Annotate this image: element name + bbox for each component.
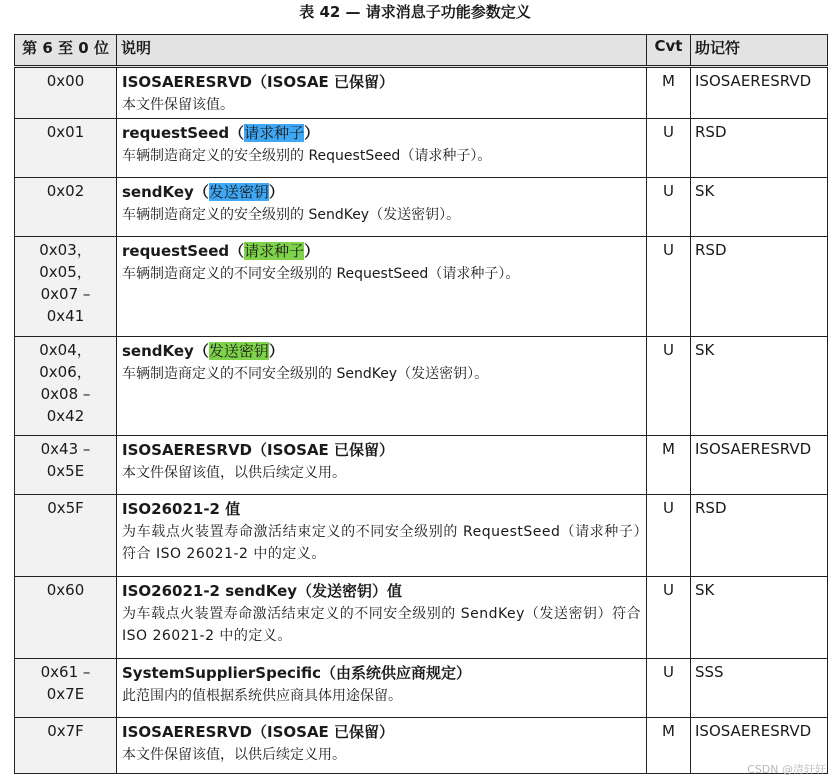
parameter-name-text: ISO26021-2 sendKey（发送密钥）值 [122,582,403,600]
parameter-name [122,497,641,521]
cvt-cell: U [647,119,691,178]
value-cell [15,718,117,774]
mnemonic-cell: RSD [691,119,828,178]
highlighted-text: 发送密钥 [208,342,269,360]
mnemonic-cell: SK [691,337,828,436]
value-line: 0x06， [39,363,92,381]
value-cell [15,178,117,237]
watermark: CSDN @清轩轩 [747,763,826,776]
value-line: 0x04， [39,341,92,359]
description-text: 为车载点火装置寿命激活结束定义的不同安全级别的 SendKey（发送密钥）符合 ISO 26021-2 中的定义。 [122,606,641,644]
parameter-name [122,121,641,145]
value-line: 0x7E [46,685,85,703]
description-text: 为车载点火装置寿命激活结束定义的不同安全级别的 RequestSeed（请求种子）符合 ISO 26021-2 中的定义。 [122,524,641,562]
parameter-name [122,720,641,744]
value-cell [15,237,117,337]
mnemonic-cell: RSD [691,495,828,577]
parameter-name-suffix: ） [268,183,284,201]
description-cell [117,436,647,495]
value-cell [15,337,117,436]
parameter-name [122,180,641,204]
parameter-name-text: SystemSupplierSpecific（由系统供应商规定） [122,664,472,682]
parameter-name-text: sendKey（ [122,183,209,201]
description-text: 车辆制造商定义的安全级别的 RequestSeed（请求种子）。 [122,148,492,164]
table-row [15,237,828,337]
description-text: 车辆制造商定义的不同安全级别的 SendKey（发送密钥）。 [122,366,489,382]
mnemonic-cell: SK [691,577,828,659]
highlighted-text: 请求种子 [244,242,305,260]
value-line: 0x5F [47,499,84,517]
parameter-name-suffix: ） [304,124,320,142]
description-cell [117,659,647,718]
value-line: 0x60 [46,581,85,599]
table-row [15,178,828,237]
cvt-cell: U [647,178,691,237]
description-cell [117,337,647,436]
mnemonic-cell: SSS [691,659,828,718]
header-mnemonic: 助记符 [691,35,828,67]
value-line: 0x41 [46,307,85,325]
header-description: 说明 [117,35,647,67]
description-cell [117,495,647,577]
table-row [15,436,828,495]
parameter-name [122,70,641,94]
parameter-name-text: ISOSAERESRVD（ISOSAE 已保留） [122,73,395,91]
value-line: 0x01 [46,123,85,141]
parameter-name-suffix: ） [268,342,284,360]
description-text: 本文件保留该值，以供后续定义用。 [122,747,346,763]
parameter-name-text: ISO26021-2 值 [122,500,241,518]
table-row [15,718,828,774]
table-header-row [15,35,828,67]
description-text: 本文件保留该值。 [122,97,234,113]
cvt-cell: M [647,436,691,495]
value-line: 0x08 – [40,385,91,403]
parameter-name [122,579,641,603]
value-cell [15,67,117,119]
value-line: 0x5E [46,462,85,480]
header-value: 第 6 至 0 位 [15,35,117,67]
cvt-cell: U [647,237,691,337]
value-line: 0x05， [39,263,92,281]
parameter-name-text: requestSeed（ [122,242,245,260]
description-cell [117,119,647,178]
parameter-name-text: sendKey（ [122,342,209,360]
highlighted-text: 发送密钥 [208,183,269,201]
table-row [15,67,828,119]
mnemonic-cell: ISOSAERESRVD [691,718,828,774]
value-line: 0x7F [47,722,84,740]
description-cell [117,577,647,659]
value-line: 0x03， [39,241,92,259]
value-cell [15,119,117,178]
highlighted-text: 请求种子 [244,124,305,142]
value-line: 0x42 [46,407,85,425]
description-text: 车辆制造商定义的不同安全级别的 RequestSeed（请求种子）。 [122,266,520,282]
subfunction-parameter-table [14,34,828,774]
mnemonic-cell: RSD [691,237,828,337]
table-row [15,119,828,178]
header-cvt: Cvt [647,35,691,67]
description-text: 本文件保留该值，以供后续定义用。 [122,465,346,481]
cvt-cell: U [647,659,691,718]
cvt-cell: M [647,67,691,119]
value-line: 0x61 – [40,663,91,681]
parameter-name [122,438,641,462]
value-cell [15,436,117,495]
mnemonic-cell: ISOSAERESRVD [691,67,828,119]
description-text: 车辆制造商定义的安全级别的 SendKey（发送密钥）。 [122,207,461,223]
value-line: 0x00 [46,72,85,90]
parameter-name-text: ISOSAERESRVD（ISOSAE 已保留） [122,723,395,741]
description-cell [117,67,647,119]
cvt-cell: U [647,495,691,577]
table-row [15,337,828,436]
value-cell [15,495,117,577]
cvt-cell: U [647,577,691,659]
description-cell [117,237,647,337]
table-row [15,495,828,577]
value-cell [15,577,117,659]
cvt-cell: M [647,718,691,774]
parameter-name-text: requestSeed（ [122,124,245,142]
table-row [15,659,828,718]
value-line: 0x43 – [40,440,91,458]
description-cell [117,178,647,237]
mnemonic-cell: ISOSAERESRVD [691,436,828,495]
value-cell [15,659,117,718]
parameter-name-suffix: ） [304,242,320,260]
parameter-name-text: ISOSAERESRVD（ISOSAE 已保留） [122,441,395,459]
parameter-name [122,239,641,263]
mnemonic-cell: SK [691,178,828,237]
table-caption: 表 42 — 请求消息子功能参数定义 [299,3,531,21]
parameter-name [122,339,641,363]
description-text: 此范围内的值根据系统供应商具体用途保留。 [122,688,402,704]
value-line: 0x07 – [40,285,91,303]
value-line: 0x02 [46,182,85,200]
cvt-cell: U [647,337,691,436]
parameter-name [122,661,641,685]
description-cell [117,718,647,774]
table-row [15,577,828,659]
